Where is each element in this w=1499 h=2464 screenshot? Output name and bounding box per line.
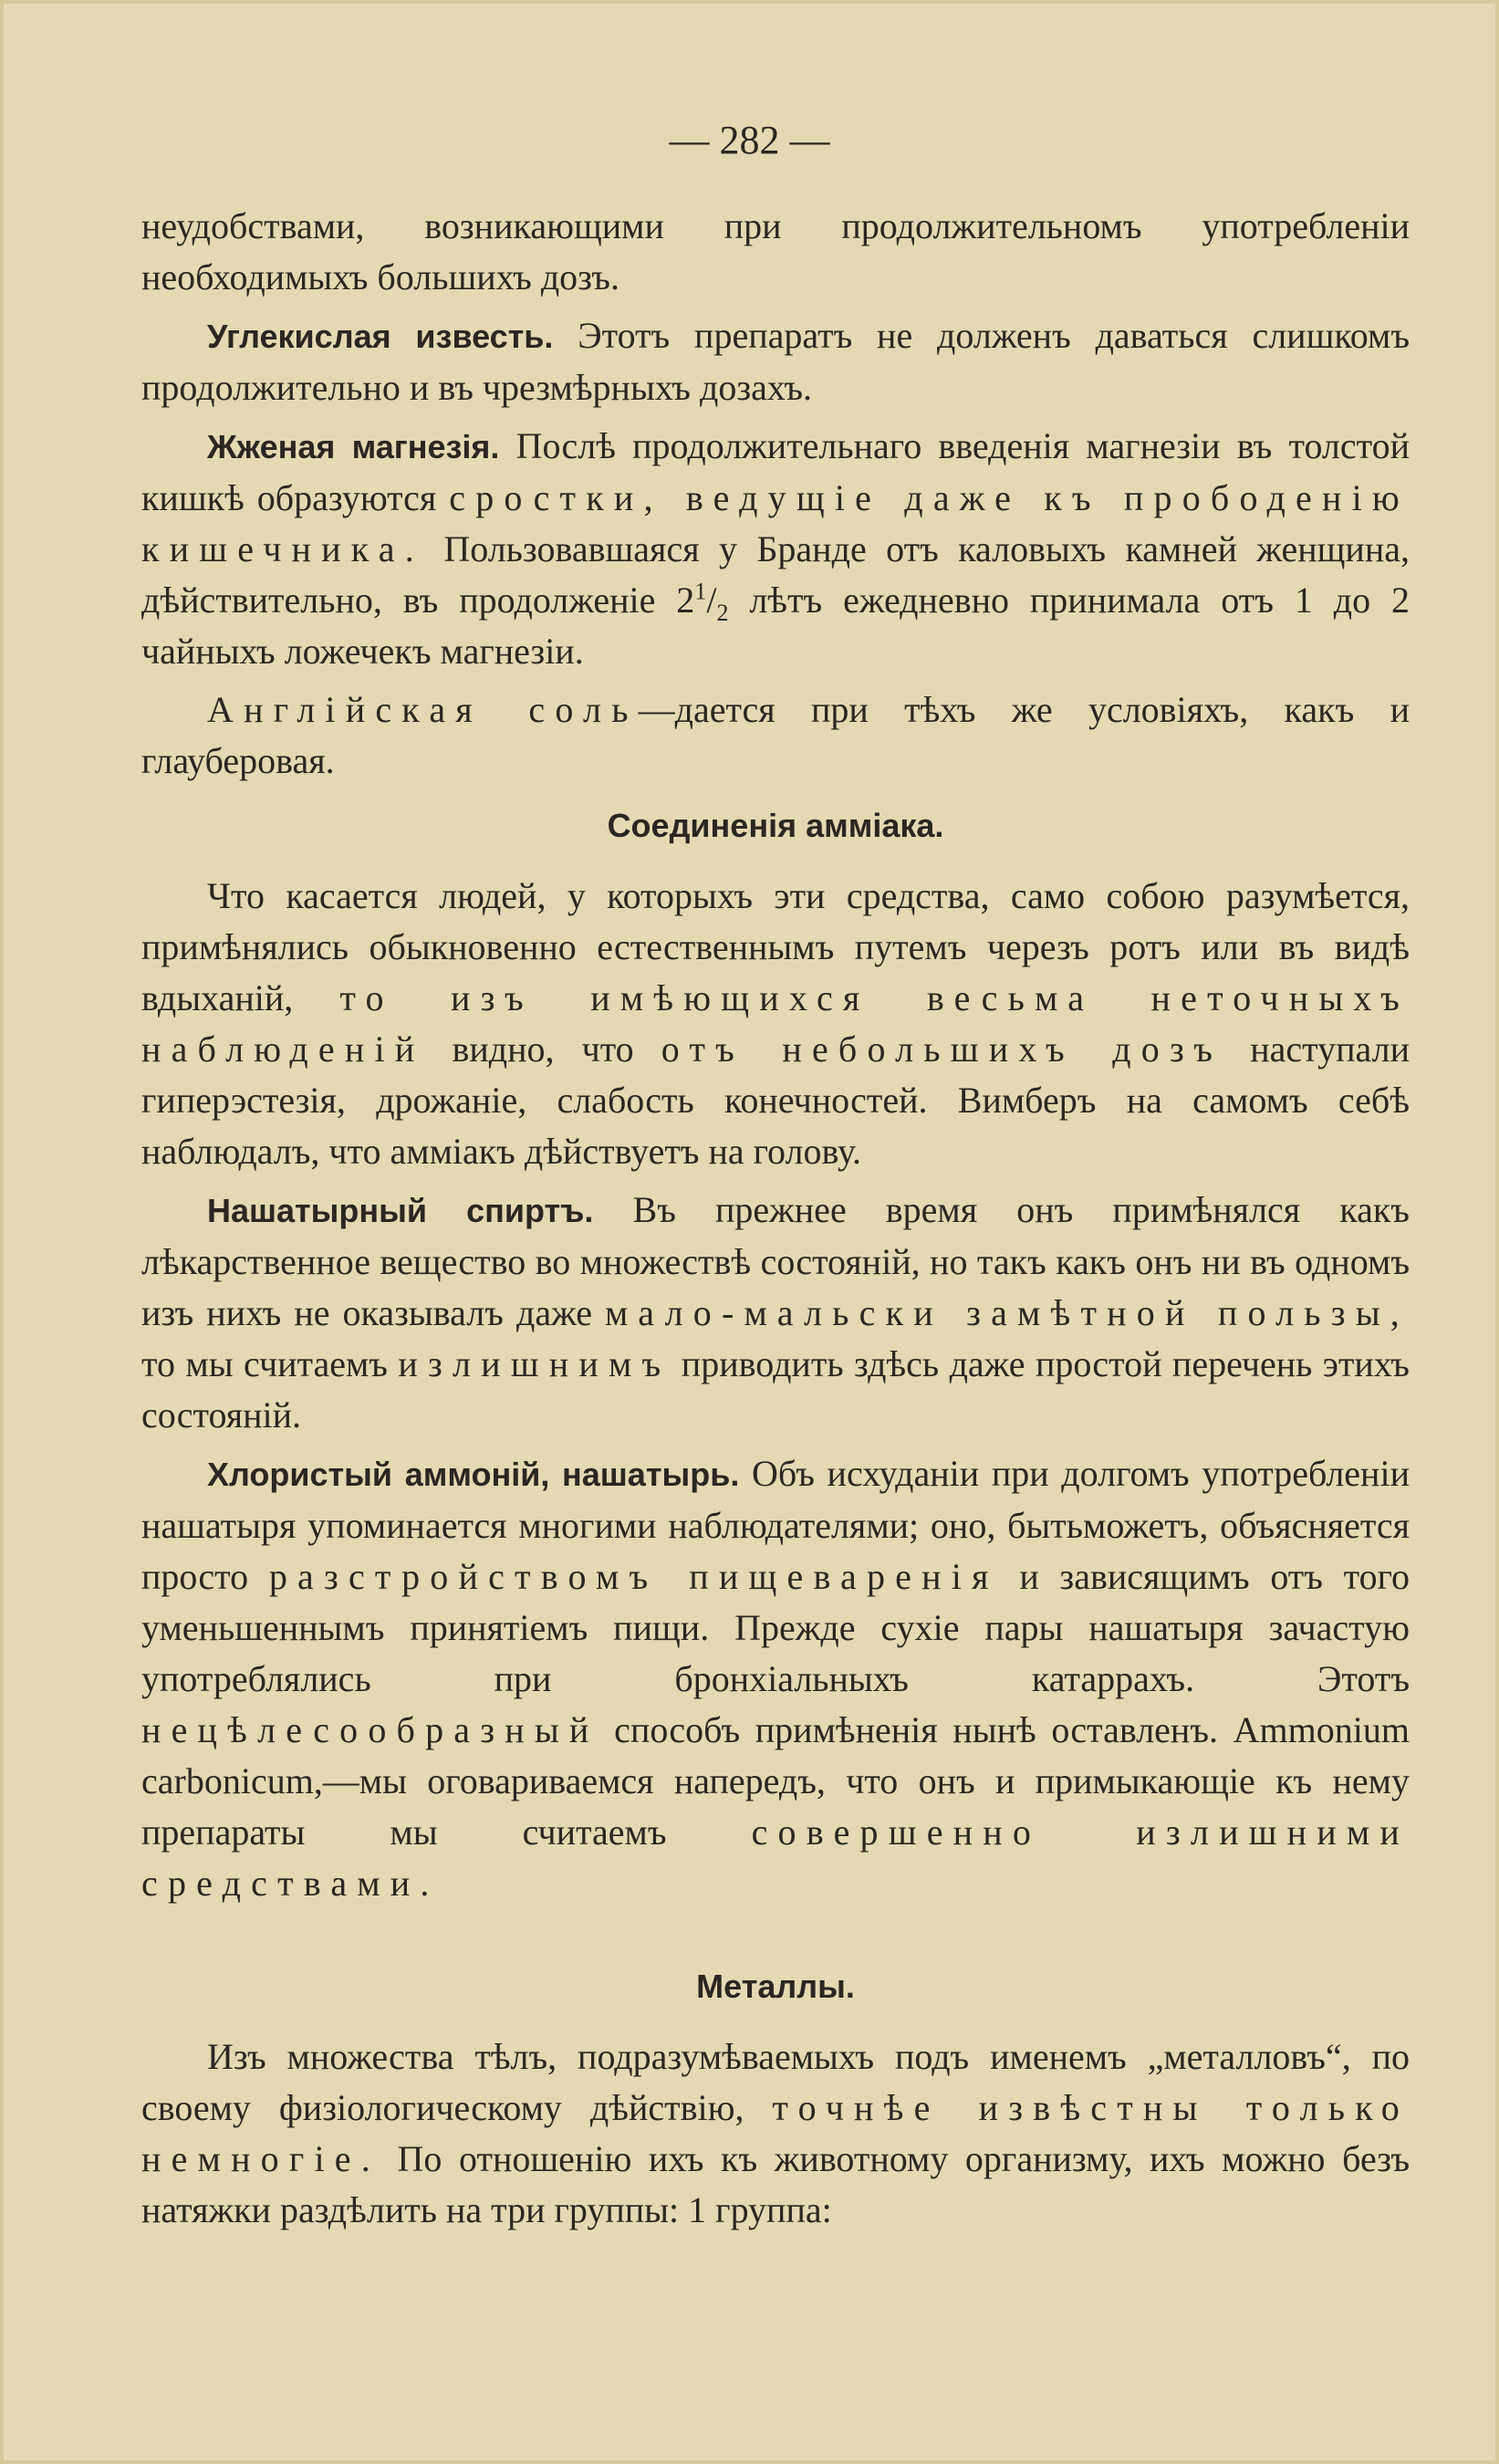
paragraph-calcium-carbonate <box>141 310 1410 413</box>
run-in-heading: Углекислая известь. <box>207 318 554 355</box>
paragraph-text: и зависящимъ отъ того уменьшеннымъ принятіемъ пищи. Прежде сухіе пары нашатыря зачастую употреблялись при бронхіальныхъ катаррахъ. Этотъ <box>141 1556 1411 1699</box>
page-number: — 282 — <box>669 118 830 162</box>
paragraph-continuation <box>141 201 1410 303</box>
paragraph-text: Пользовавшаяся у Бранде отъ каловыхъ камней женщина, дѣйствительно, въ продолженіе 2 <box>141 528 1410 621</box>
spaced-emphasis: нецѣлесообразный <box>141 1709 599 1750</box>
paragraph-text: лѣтъ ежедневно принимала отъ 1 до 2 чайныхъ ложечекъ магнезіи. <box>141 579 1410 672</box>
page-body <box>141 201 1410 2243</box>
paragraph-text: то мы считаемъ <box>141 1343 399 1384</box>
spaced-emphasis: мало-мальски замѣтной пользы, <box>605 1292 1410 1333</box>
paragraph-text: Этотъ препаратъ не долженъ даваться слишкомъ продолжительно и въ чрезмѣрныхъ дозахъ. <box>141 315 1411 408</box>
paragraph-text: Изъ множества тѣлъ, подразумѣваемыхъ подъ именемъ „металловъ“, по своему физіологическому дѣйствію, <box>141 2036 1410 2128</box>
paragraph-text: Что касается людей, у которыхъ эти средства, само собою разумѣется, примѣнялись обыкновенно естественнымъ путемъ черезъ ротъ или въ видѣ вдыханій, <box>141 875 1410 1018</box>
paragraph-ammonia-intro <box>141 871 1410 1177</box>
spaced-emphasis: Англійская соль <box>207 689 639 730</box>
paragraph-text: видно, что <box>424 1028 661 1070</box>
spaced-emphasis: сростки, ведущіе даже къ прободенію кишечника. <box>141 477 1410 569</box>
fraction-numerator: 1 <box>694 578 707 605</box>
spaced-emphasis: точнѣе извѣстны только немногіе. <box>141 2087 1410 2179</box>
spaced-emphasis: совершенно излишними средствами. <box>141 1811 1411 1904</box>
paragraph-text: наступали гиперэстезія, дрожаніе, слабость конечностей. Вимберъ на самомъ себѣ наблюдалъ, что амміакъ дѣйствуетъ на голову. <box>141 1028 1411 1172</box>
paragraph-text: способъ примѣненія нынѣ оставленъ. Ammonium carbonicum,—мы оговариваемся напередъ, что онъ и примыкающіе къ нему препараты мы считаемъ <box>141 1709 1410 1853</box>
fraction-denominator: 2 <box>716 600 729 626</box>
paragraph-metals-intro <box>141 2031 1410 2236</box>
paragraph-burnt-magnesia: Жженая магнезія. Послѣ продолжительнаго введенія магнезіи въ толстой кишкѣ образуются сростки, ведущіе даже къ прободенію кишечника. Пользовавшаяся у Бранде отъ каловыхъ камней женщина, дѣйствительно, въ продолженіе $2^1/_2$ лѣтъ ежедневно принимала отъ 1 до 2 чайныхъ ложечекъ магнезіи. <box>141 425 1410 672</box>
spaced-emphasis: отъ небольшихъ дозъ <box>661 1028 1223 1070</box>
section-heading-ammonia: Соединенія аммiака. <box>607 807 944 844</box>
paragraph-english-salt <box>141 684 1410 787</box>
paragraph-text: Въ прежнее время онъ примѣнялся какъ лѣкарственное вещество во множествѣ состояній, но такъ какъ онъ ни въ одномъ изъ нихъ не оказывалъ даже <box>141 1189 1410 1333</box>
section-heading-metals: Металлы. <box>696 1968 855 2005</box>
paragraph-text: По отношенію ихъ къ животному организму, ихъ можно безъ натяжки раздѣлить на три группы: 1 группа: <box>141 2138 1410 2230</box>
paragraph-text: приводить здѣсь даже простой перечень этихъ состояній. <box>141 1343 1410 1436</box>
paragraph-text: неудобствами, возникающими при продолжительномъ употребленіи необходимыхъ большихъ дозъ. <box>141 205 1410 298</box>
run-in-heading: Жженая магнезія. <box>207 428 500 465</box>
spaced-emphasis: то изъ имѣющихся весьма неточныхъ наблюденій <box>141 977 1410 1070</box>
run-in-heading: Нашатырный спиртъ. <box>207 1192 594 1229</box>
paragraph-text: Объ исхуданіи при долгомъ употребленіи нашатыря упоминается многими наблюдателями; оно, бытьможетъ, объясняется просто <box>141 1453 1410 1597</box>
paragraph-ammonia-spirit <box>141 1185 1410 1441</box>
paragraph-text: —дается при тѣхъ же условіяхъ, какъ и глауберовая. <box>141 689 1410 781</box>
paragraph-ammonium-chloride <box>141 1448 1410 1909</box>
spaced-emphasis: излишнимъ <box>398 1343 671 1384</box>
run-in-heading: Хлористый аммоній, нашатырь. <box>207 1456 740 1493</box>
spaced-emphasis: разстройствомъ пищеваренія <box>268 1556 999 1597</box>
paragraph-text: Послѣ продолжительнаго введенія магнезіи въ толстой кишкѣ образуются <box>141 425 1410 518</box>
